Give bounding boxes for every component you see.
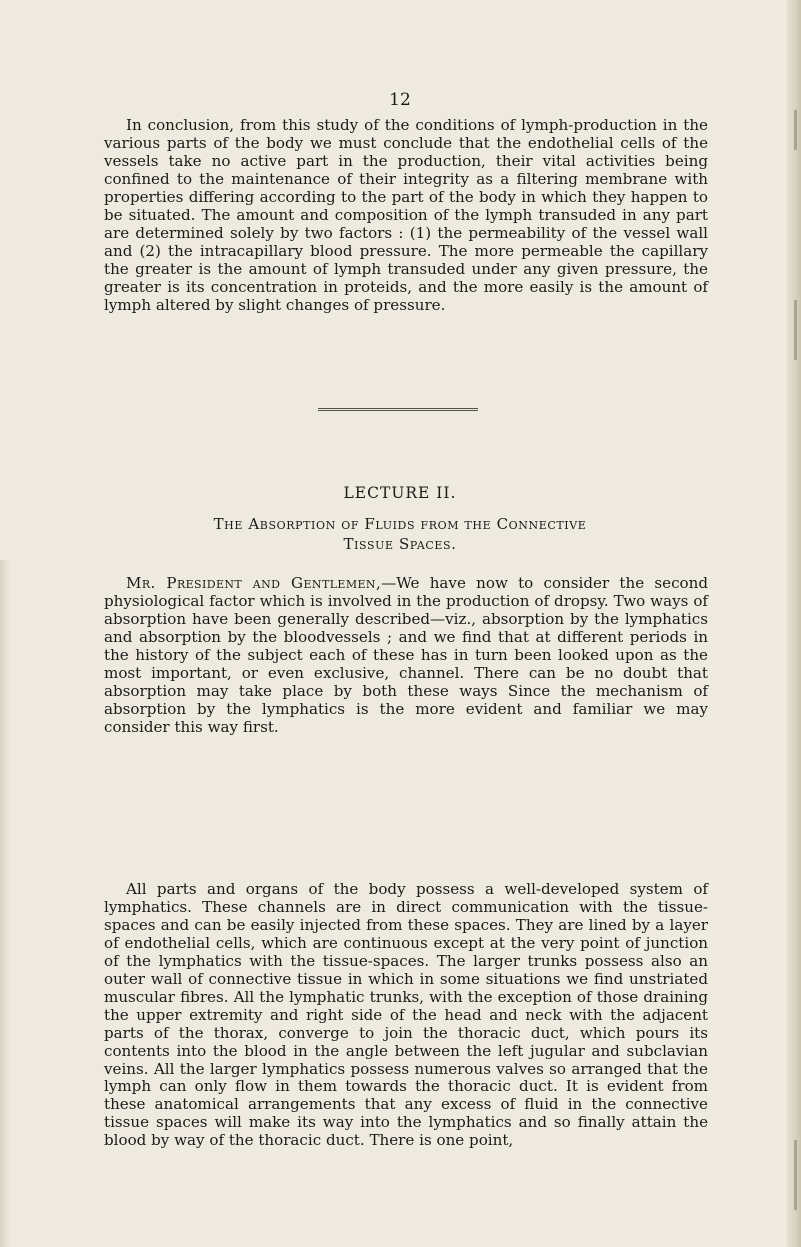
page-edge-mark	[794, 1140, 797, 1210]
page-edge-mark	[794, 110, 797, 150]
page-number: 12	[389, 90, 411, 110]
section-divider	[318, 408, 478, 411]
lymphatics-paragraph: All parts and organs of the body possess a well-developed system of lymphatics. These channels are in direct communication with the tissue-spaces and can be easily injected from these spaces. They are lined by a layer of endothelial cells, which are continuous except at the very point of junction of the lymphatics with the tissue-spaces. The larger trunks possess also an outer wall of connective tissue in which in some situations we find unstriated muscular fibres. All the lymphatic trunks, with the exception of those draining the upper extremity and right side of the head and neck with the adjacent parts of the thorax, converge to join the thoracic duct, which pours its contents into the blood in the angle between the left jugular and subclavian veins. All the larger lymphatics possess numerous valves so arranged that the lymph can only flow in them towards the thoracic duct. It is evident from these anatomical arrangements that any excess of fluid in the connective tissue spaces will make its way into the lymphatics and so finally attain the blood by way of the thoracic duct. There is one point,	[104, 880, 708, 1150]
address-body: —We have now to consider the second physiological factor which is involved in the production of dropsy. Two ways of absorption have been generally described—viz., absorption by the lymphatics and absorption by the bloodvessels ; and we find that at different periods in the history of the subject each of these has in turn been looked upon as the most important, or even exclusive, channel. There can be no doubt that absorption may take place by both these ways Since the mechanism of absorption by the lymphatics is the more evident and familiar we may consider this way first.	[104, 574, 708, 736]
lecture-title-line-1: The Absorption of Fluids from the Connective	[213, 515, 587, 533]
page-right-edge	[787, 0, 801, 1247]
lecture-title-line-2: Tissue Spaces.	[343, 535, 457, 553]
page-gutter-shadow	[0, 560, 10, 1247]
lecture-title	[180, 514, 620, 554]
page-edge-mark	[794, 300, 797, 360]
lecture-heading: LECTURE II.	[343, 484, 457, 502]
address-paragraph	[104, 575, 708, 737]
intro-paragraph: In conclusion, from this study of the conditions of lymph-production in the various parts of the body we must conclude that the endothelial cells of the vessels take no active part in the production, their vital activities being confined to the maintenance of their integrity as a filtering membrane with properties differing according to the part of the body in which they happen to be situated. The amount and composition of the lymph transuded in any part are determined solely by two factors : (1) the permeability of the vessel wall and (2) the intracapillary blood pressure. The more permeable the capillary the greater is the amount of lymph transuded under any given pressure, the greater is its concentration in proteids, and the more easily is the amount of lymph altered by slight changes of pressure.	[104, 116, 708, 314]
address-lead: Mr. President and Gentlemen,	[126, 574, 382, 592]
